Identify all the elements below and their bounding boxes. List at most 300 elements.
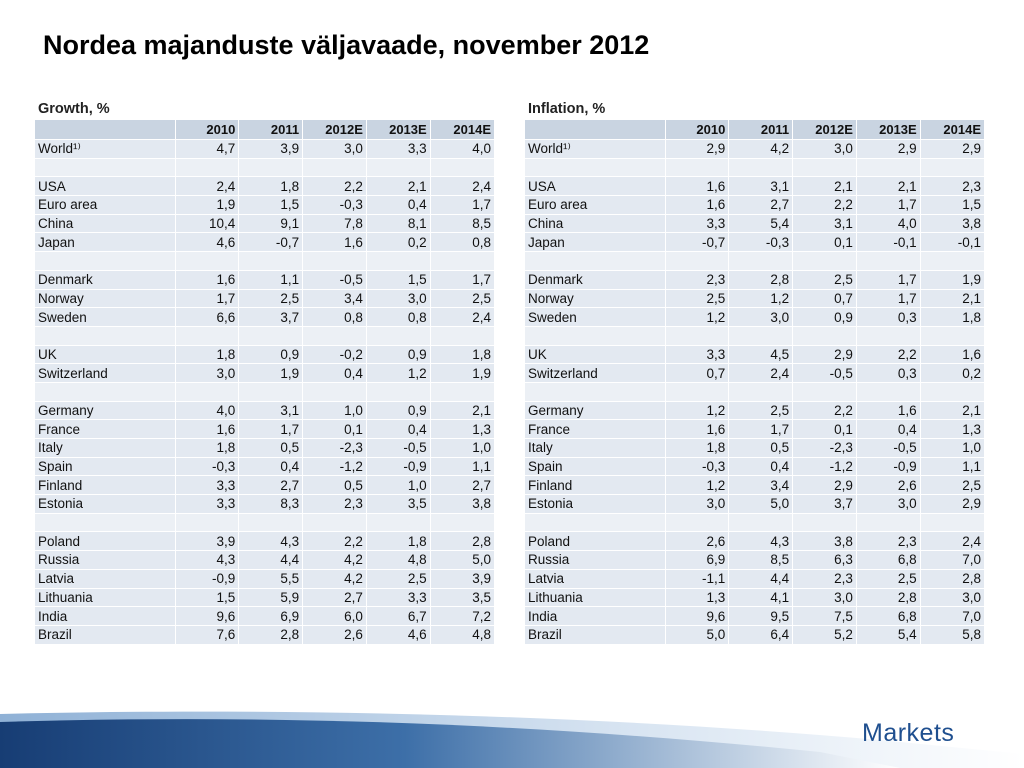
row-value: 1,6	[665, 177, 729, 196]
table-spacer-row	[525, 326, 984, 345]
row-value: 2,3	[793, 569, 857, 588]
row-value: -1,2	[793, 457, 857, 476]
table-row	[35, 532, 494, 551]
row-label: Poland	[525, 532, 665, 551]
table-row	[35, 177, 494, 196]
row-value: 3,1	[239, 401, 303, 420]
row-value: 2,4	[729, 364, 793, 383]
table-spacer-row	[35, 513, 494, 532]
row-value	[729, 252, 793, 271]
row-value	[366, 252, 430, 271]
table-row	[525, 233, 984, 252]
row-value: -0,3	[729, 233, 793, 252]
row-value: 2,8	[729, 270, 793, 289]
table-row	[35, 308, 494, 327]
row-value: 7,8	[303, 214, 367, 233]
row-label	[35, 513, 175, 532]
row-value	[729, 326, 793, 345]
row-value: 0,7	[793, 289, 857, 308]
row-value: 1,1	[430, 457, 494, 476]
table-row	[525, 569, 984, 588]
table-row	[525, 476, 984, 495]
row-value: 2,6	[856, 476, 920, 495]
row-value: -0,5	[303, 270, 367, 289]
row-value: 4,8	[430, 625, 494, 644]
table-spacer-row	[35, 326, 494, 345]
row-value	[793, 382, 857, 401]
table-row	[35, 569, 494, 588]
row-value: 7,2	[430, 607, 494, 626]
row-label: France	[35, 420, 175, 439]
row-value: 3,0	[793, 588, 857, 607]
row-value	[239, 326, 303, 345]
table-row	[525, 270, 984, 289]
inflation-table-block	[525, 98, 984, 645]
row-value: 4,6	[175, 233, 239, 252]
row-value: 1,7	[856, 270, 920, 289]
table-row	[525, 625, 984, 644]
row-value: -0,3	[303, 196, 367, 215]
row-value: 7,6	[175, 625, 239, 644]
growth-table-block	[35, 98, 494, 645]
row-value: 3,0	[366, 289, 430, 308]
row-value	[665, 326, 729, 345]
table-row	[525, 345, 984, 364]
row-value: 1,2	[665, 308, 729, 327]
row-value: -0,1	[856, 233, 920, 252]
row-value: 4,7	[175, 140, 239, 159]
row-label: World¹⁾	[35, 140, 175, 159]
row-value: 6,9	[239, 607, 303, 626]
row-value: -0,1	[920, 233, 984, 252]
row-value: -0,3	[175, 457, 239, 476]
row-label: Brazil	[525, 625, 665, 644]
row-value: 2,6	[303, 625, 367, 644]
row-value: 1,7	[430, 196, 494, 215]
row-value	[856, 513, 920, 532]
row-value: 1,9	[920, 270, 984, 289]
row-value: 4,0	[856, 214, 920, 233]
row-value	[920, 513, 984, 532]
row-value: 7,5	[793, 607, 857, 626]
inflation-caption: Inflation, %	[528, 101, 606, 117]
row-value: 2,9	[920, 140, 984, 159]
row-value: 1,0	[920, 439, 984, 458]
row-value: 1,2	[729, 289, 793, 308]
row-value: 4,2	[303, 551, 367, 570]
row-value: 5,0	[665, 625, 729, 644]
row-value	[303, 382, 367, 401]
row-value: 3,9	[430, 569, 494, 588]
row-value: 3,3	[175, 476, 239, 495]
row-value: 0,7	[665, 364, 729, 383]
row-value: 2,4	[175, 177, 239, 196]
row-value	[366, 326, 430, 345]
row-value: 1,2	[665, 401, 729, 420]
row-value: 2,2	[856, 345, 920, 364]
row-value: 1,5	[175, 588, 239, 607]
slide-title: Nordea majanduste väljavaade, november 2012	[43, 30, 650, 60]
row-value: 4,6	[366, 625, 430, 644]
growth-header-year: 2011	[239, 120, 303, 140]
row-value: 3,0	[920, 588, 984, 607]
row-value: -0,5	[856, 439, 920, 458]
row-value	[303, 158, 367, 177]
row-label: France	[525, 420, 665, 439]
row-label	[35, 326, 175, 345]
brand-logo-text: Markets	[862, 719, 955, 747]
row-value: 3,3	[665, 345, 729, 364]
row-value: 1,9	[239, 364, 303, 383]
row-value	[239, 382, 303, 401]
row-value: 0,1	[793, 233, 857, 252]
row-value: 2,7	[239, 476, 303, 495]
row-value	[239, 513, 303, 532]
row-value: -0,7	[665, 233, 729, 252]
row-value: 6,6	[175, 308, 239, 327]
row-value	[920, 158, 984, 177]
row-value	[856, 158, 920, 177]
row-value: 9,1	[239, 214, 303, 233]
row-label: USA	[525, 177, 665, 196]
row-value: 0,3	[856, 364, 920, 383]
row-label: Norway	[525, 289, 665, 308]
growth-header-label	[35, 120, 175, 140]
row-value: 4,0	[175, 401, 239, 420]
row-value	[430, 326, 494, 345]
row-value: 1,3	[430, 420, 494, 439]
row-label: UK	[525, 345, 665, 364]
row-value: 6,4	[729, 625, 793, 644]
row-label: China	[525, 214, 665, 233]
row-value: -0,7	[239, 233, 303, 252]
row-label: Denmark	[35, 270, 175, 289]
table-row	[35, 196, 494, 215]
row-value: 2,4	[430, 308, 494, 327]
row-value: 2,8	[430, 532, 494, 551]
row-value: 3,0	[729, 308, 793, 327]
row-value	[665, 252, 729, 271]
row-value	[430, 513, 494, 532]
row-label: Japan	[35, 233, 175, 252]
row-value: 2,9	[856, 140, 920, 159]
row-value: 5,0	[729, 495, 793, 514]
row-value: 1,3	[665, 588, 729, 607]
row-value: 1,9	[175, 196, 239, 215]
row-value	[175, 158, 239, 177]
row-label: Latvia	[525, 569, 665, 588]
row-value: 1,7	[856, 196, 920, 215]
table-row	[35, 625, 494, 644]
row-value: -0,2	[303, 345, 367, 364]
row-value: 3,8	[430, 495, 494, 514]
row-value: 0,4	[729, 457, 793, 476]
row-value: 4,3	[175, 551, 239, 570]
row-value: -1,2	[303, 457, 367, 476]
row-value: 2,7	[430, 476, 494, 495]
table-spacer-row	[35, 158, 494, 177]
row-value: 2,9	[793, 345, 857, 364]
row-value: 3,1	[729, 177, 793, 196]
row-value: -2,3	[303, 439, 367, 458]
table-row	[525, 532, 984, 551]
row-value: 4,2	[303, 569, 367, 588]
inflation-header-row	[525, 120, 984, 140]
row-value	[793, 158, 857, 177]
row-value: 1,0	[430, 439, 494, 458]
row-label: Brazil	[35, 625, 175, 644]
table-row	[525, 364, 984, 383]
row-value	[366, 158, 430, 177]
inflation-header-year: 2014E	[920, 120, 984, 140]
row-label: Japan	[525, 233, 665, 252]
table-row	[525, 177, 984, 196]
row-value: 2,1	[793, 177, 857, 196]
table-row	[35, 420, 494, 439]
table-row	[35, 588, 494, 607]
row-value: 2,6	[665, 532, 729, 551]
row-value	[920, 252, 984, 271]
row-value: 5,2	[793, 625, 857, 644]
table-row	[35, 289, 494, 308]
row-label: India	[525, 607, 665, 626]
row-value: 4,8	[366, 551, 430, 570]
row-value: 2,8	[856, 588, 920, 607]
row-value: 4,4	[729, 569, 793, 588]
table-row	[525, 214, 984, 233]
row-label: China	[35, 214, 175, 233]
row-value: 3,9	[175, 532, 239, 551]
row-value: 2,2	[303, 532, 367, 551]
table-spacer-row	[525, 158, 984, 177]
row-value: 8,3	[239, 495, 303, 514]
row-value: 6,9	[665, 551, 729, 570]
table-row	[525, 439, 984, 458]
growth-caption: Growth, %	[38, 101, 110, 117]
row-label: Norway	[35, 289, 175, 308]
growth-header-year: 2013E	[366, 120, 430, 140]
row-value: 5,4	[856, 625, 920, 644]
row-value: 3,5	[430, 588, 494, 607]
row-value: 1,7	[430, 270, 494, 289]
table-row	[35, 457, 494, 476]
row-value: 3,7	[239, 308, 303, 327]
table-row	[525, 308, 984, 327]
row-label: Spain	[525, 457, 665, 476]
row-value: 4,0	[430, 140, 494, 159]
table-row	[525, 140, 984, 159]
row-value	[303, 513, 367, 532]
row-value: -0,5	[366, 439, 430, 458]
table-row	[35, 551, 494, 570]
row-value	[175, 252, 239, 271]
row-value: 3,8	[920, 214, 984, 233]
table-spacer-row	[525, 513, 984, 532]
row-value: 2,1	[366, 177, 430, 196]
row-value	[793, 513, 857, 532]
row-value: 2,5	[793, 270, 857, 289]
row-value: 2,4	[430, 177, 494, 196]
row-value: 1,2	[665, 476, 729, 495]
row-value: 3,0	[856, 495, 920, 514]
row-value: 0,9	[366, 401, 430, 420]
row-value: 1,2	[366, 364, 430, 383]
row-value: 1,8	[239, 177, 303, 196]
row-label: Estonia	[525, 495, 665, 514]
row-value: 1,8	[430, 345, 494, 364]
inflation-header-year: 2010	[665, 120, 729, 140]
row-label: UK	[35, 345, 175, 364]
row-value: 2,5	[366, 569, 430, 588]
row-value: 0,8	[303, 308, 367, 327]
row-value: -1,1	[665, 569, 729, 588]
row-value: 10,4	[175, 214, 239, 233]
row-value: 1,6	[175, 420, 239, 439]
row-label: Estonia	[35, 495, 175, 514]
row-value	[856, 326, 920, 345]
row-value: 3,3	[665, 214, 729, 233]
table-row	[35, 233, 494, 252]
table-row	[525, 551, 984, 570]
row-label: Sweden	[525, 308, 665, 327]
row-value	[665, 513, 729, 532]
row-value: 3,0	[303, 140, 367, 159]
inflation-header-label	[525, 120, 665, 140]
row-value: 1,6	[665, 196, 729, 215]
row-value: 0,5	[729, 439, 793, 458]
row-value	[366, 382, 430, 401]
row-value: 2,1	[856, 177, 920, 196]
row-value: 1,6	[920, 345, 984, 364]
row-value: 6,7	[366, 607, 430, 626]
row-value	[239, 252, 303, 271]
table-row	[525, 196, 984, 215]
row-value: 3,3	[175, 495, 239, 514]
row-value: -0,9	[856, 457, 920, 476]
row-value	[665, 382, 729, 401]
row-value: 5,9	[239, 588, 303, 607]
row-value	[793, 326, 857, 345]
row-value: 1,6	[175, 270, 239, 289]
table-row	[35, 439, 494, 458]
row-value	[729, 513, 793, 532]
row-value: 8,5	[729, 551, 793, 570]
row-value	[430, 382, 494, 401]
row-value: 2,3	[665, 270, 729, 289]
row-value: 2,1	[430, 401, 494, 420]
row-value: 0,1	[793, 420, 857, 439]
row-value: 2,5	[665, 289, 729, 308]
row-value: 1,5	[920, 196, 984, 215]
row-value: 0,3	[856, 308, 920, 327]
row-value	[175, 326, 239, 345]
inflation-header-year: 2012E	[793, 120, 857, 140]
row-value	[303, 252, 367, 271]
growth-table	[35, 120, 494, 645]
row-label: Denmark	[525, 270, 665, 289]
row-value	[430, 252, 494, 271]
row-value: 5,0	[430, 551, 494, 570]
row-value: 1,8	[920, 308, 984, 327]
row-value: 0,5	[239, 439, 303, 458]
row-value: -0,9	[175, 569, 239, 588]
row-label: Sweden	[35, 308, 175, 327]
table-row	[525, 495, 984, 514]
row-value: 6,3	[793, 551, 857, 570]
row-value: 1,1	[239, 270, 303, 289]
table-row	[35, 476, 494, 495]
inflation-header-year: 2011	[729, 120, 793, 140]
row-value: 8,1	[366, 214, 430, 233]
growth-header-row	[35, 120, 494, 140]
row-label: World¹⁾	[525, 140, 665, 159]
row-value: 1,8	[366, 532, 430, 551]
table-row	[35, 140, 494, 159]
row-value: 4,5	[729, 345, 793, 364]
row-value: 4,3	[239, 532, 303, 551]
row-value: 5,8	[920, 625, 984, 644]
row-value: 9,6	[175, 607, 239, 626]
row-value: 2,5	[729, 401, 793, 420]
table-row	[525, 457, 984, 476]
table-row	[35, 607, 494, 626]
table-row	[35, 364, 494, 383]
table-spacer-row	[525, 252, 984, 271]
table-row	[525, 420, 984, 439]
row-label: USA	[35, 177, 175, 196]
row-label: Switzerland	[35, 364, 175, 383]
row-label: Latvia	[35, 569, 175, 588]
row-label	[525, 158, 665, 177]
row-value: 1,6	[303, 233, 367, 252]
row-value: 2,3	[856, 532, 920, 551]
table-row	[35, 270, 494, 289]
row-value: 0,4	[366, 196, 430, 215]
row-value: 3,0	[665, 495, 729, 514]
row-value: 5,5	[239, 569, 303, 588]
row-label	[525, 513, 665, 532]
row-label: Spain	[35, 457, 175, 476]
row-label: Euro area	[525, 196, 665, 215]
inflation-header-year: 2013E	[856, 120, 920, 140]
table-row	[525, 588, 984, 607]
row-value	[856, 382, 920, 401]
row-value: 2,1	[920, 401, 984, 420]
row-label	[35, 382, 175, 401]
row-value: 3,5	[366, 495, 430, 514]
row-value: 4,3	[729, 532, 793, 551]
row-value: 1,0	[366, 476, 430, 495]
row-value: 1,7	[729, 420, 793, 439]
row-value: 0,4	[856, 420, 920, 439]
row-value: 0,9	[239, 345, 303, 364]
row-value: 2,4	[920, 532, 984, 551]
table-spacer-row	[525, 382, 984, 401]
row-value: 1,6	[665, 420, 729, 439]
row-label: Germany	[525, 401, 665, 420]
row-value: 2,1	[920, 289, 984, 308]
row-value: 2,2	[303, 177, 367, 196]
row-label: India	[35, 607, 175, 626]
row-value: 3,7	[793, 495, 857, 514]
table-spacer-row	[35, 252, 494, 271]
row-value: 3,4	[303, 289, 367, 308]
row-value: 9,6	[665, 607, 729, 626]
row-value: 1,6	[856, 401, 920, 420]
row-value: 1,7	[175, 289, 239, 308]
row-label	[525, 382, 665, 401]
row-value: 4,2	[729, 140, 793, 159]
